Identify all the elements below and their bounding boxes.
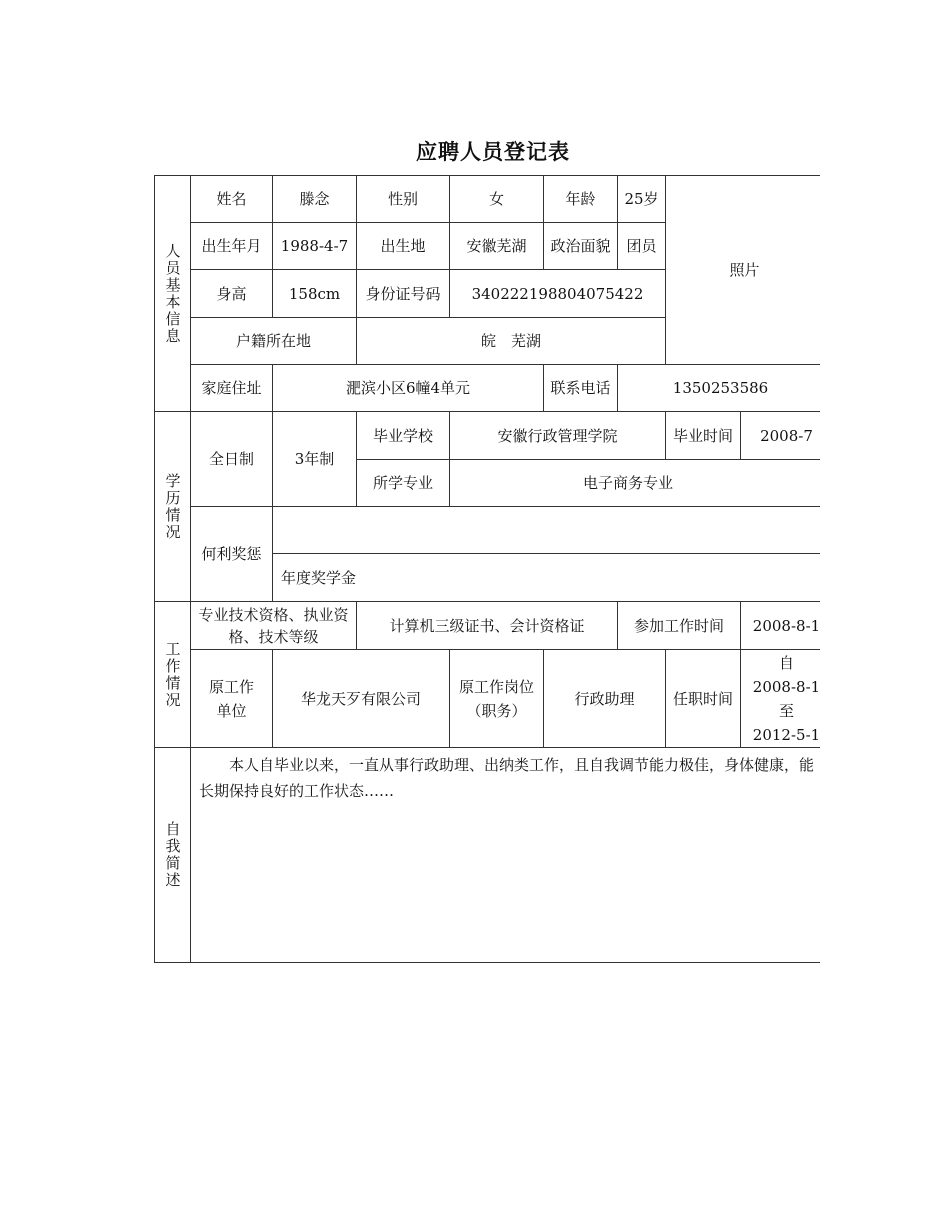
tenure-label: 任职时间 (666, 650, 741, 748)
awards-value-2: 年度奖学金 (273, 554, 820, 602)
address-value: 淝滨小区6幢4单元 (273, 365, 544, 412)
grad-time-value: 2008-7 (741, 412, 820, 460)
age-value: 25岁 (618, 175, 666, 223)
political-value: 团员 (618, 223, 666, 270)
name-value: 滕念 (273, 175, 357, 223)
section-label-basic: 人员基本信息 (154, 175, 191, 412)
school-value: 安徽行政管理学院 (450, 412, 666, 460)
self-intro-text: 本人自毕业以来，一直从事行政助理、出纳类工作，且自我调节能力极佳，身体健康，能长期保持良好的工作状态…… (191, 748, 820, 963)
section-label-self: 自我简述 (154, 748, 191, 963)
education-duration: 3年制 (273, 412, 357, 507)
major-label: 所学专业 (357, 460, 450, 507)
phone-value: 1350253586 (618, 365, 820, 412)
education-type: 全日制 (191, 412, 273, 507)
phone-label: 联系电话 (544, 365, 618, 412)
awards-label: 何利奖惩 (191, 507, 273, 602)
start-work-value: 2008-8-1 (741, 602, 820, 650)
school-label: 毕业学校 (357, 412, 450, 460)
start-work-label: 参加工作时间 (618, 602, 741, 650)
page-title: 应聘人员登记表 (416, 139, 570, 164)
id-label: 身份证号码 (357, 270, 450, 318)
section-label-education: 学历情况 (154, 412, 191, 602)
section-label-work: 工作情况 (154, 602, 191, 748)
household-value: 皖 芜湖 (357, 318, 666, 365)
tenure-value: 自 2008-8-1 至 2012-5-1 (741, 650, 820, 748)
birthplace-label: 出生地 (357, 223, 450, 270)
prev-post-value: 行政助理 (544, 650, 666, 748)
major-value: 电子商务专业 (450, 460, 820, 507)
prev-unit-label: 原工作 单位 (191, 650, 273, 748)
age-label: 年龄 (544, 175, 618, 223)
gender-label: 性别 (357, 175, 450, 223)
prev-unit-value: 华龙天歹有限公司 (273, 650, 450, 748)
id-value: 340222198804075422 (450, 270, 666, 318)
birth-label: 出生年月 (191, 223, 273, 270)
photo-box: 照片 (666, 175, 820, 365)
qualification-label: 专业技术资格、执业资格、技术等级 (191, 602, 357, 650)
awards-value-1 (273, 507, 820, 554)
gender-value: 女 (450, 175, 544, 223)
household-label: 户籍所在地 (191, 318, 357, 365)
registration-form (154, 175, 820, 963)
height-label: 身高 (191, 270, 273, 318)
birth-value: 1988-4-7 (273, 223, 357, 270)
political-label: 政治面貌 (544, 223, 618, 270)
address-label: 家庭住址 (191, 365, 273, 412)
grad-time-label: 毕业时间 (666, 412, 741, 460)
name-label: 姓名 (191, 175, 273, 223)
prev-post-label: 原工作岗位 （职务） (450, 650, 544, 748)
height-value: 158cm (273, 270, 357, 318)
birthplace-value: 安徽芜湖 (450, 223, 544, 270)
qualification-value: 计算机三级证书、会计资格证 (357, 602, 618, 650)
